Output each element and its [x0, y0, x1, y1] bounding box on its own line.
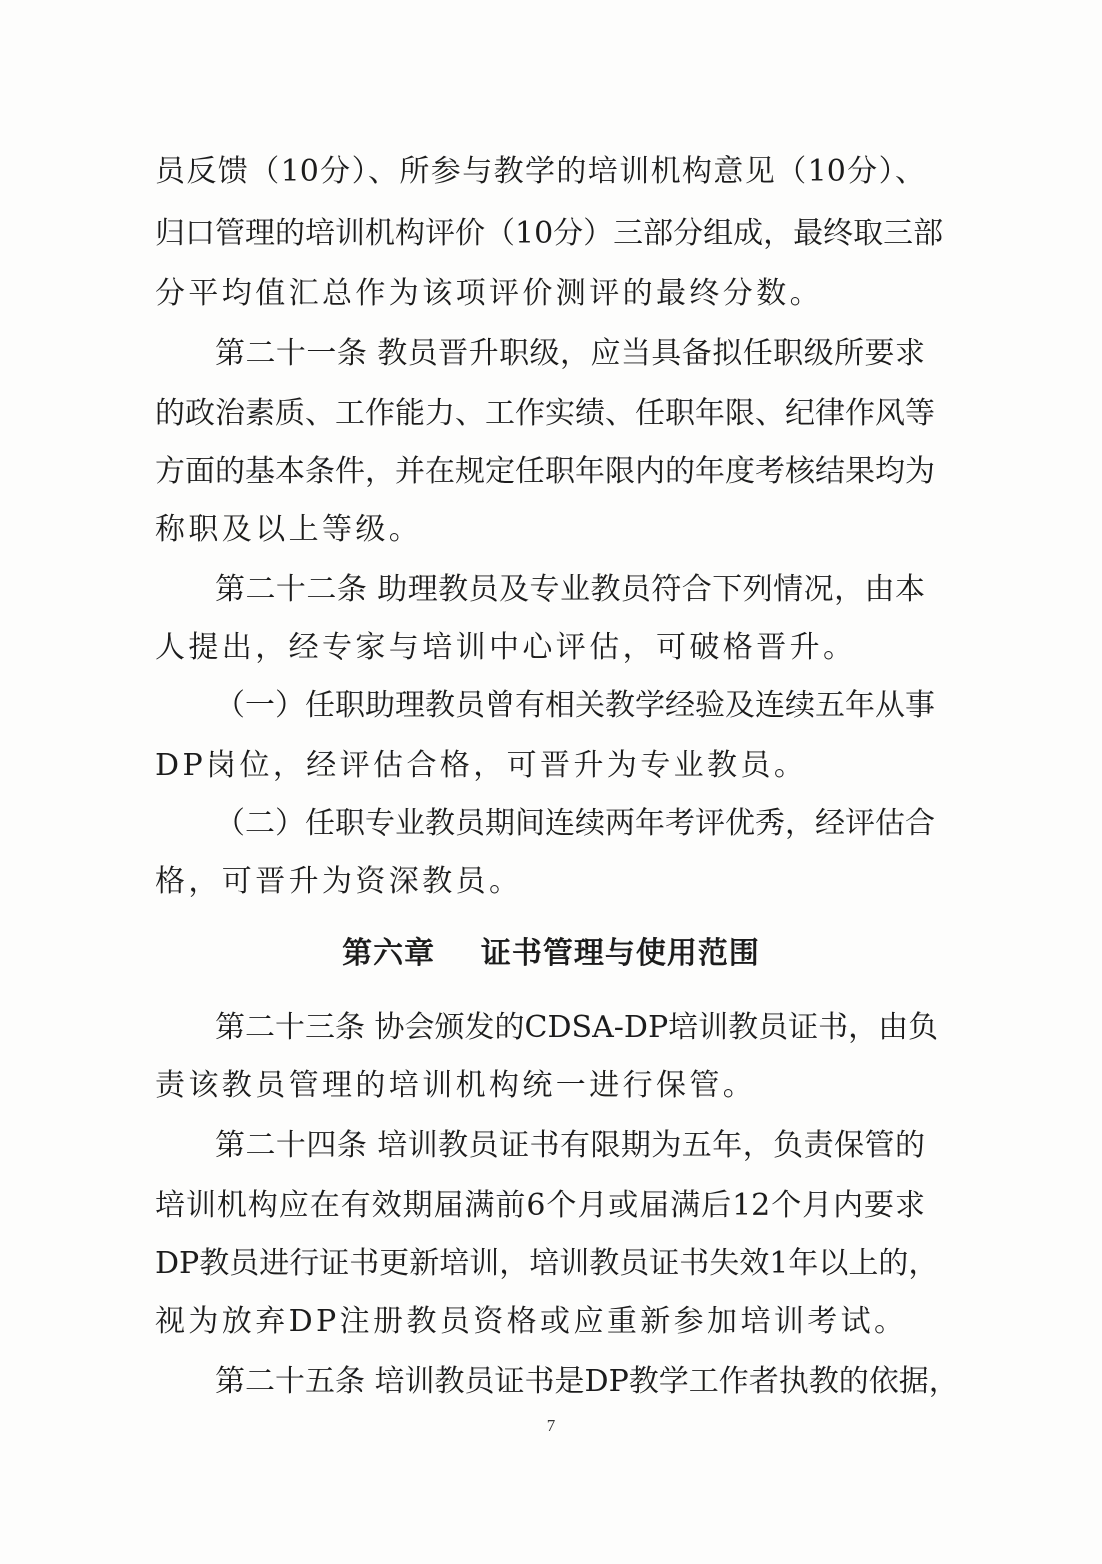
paragraph-line: 称职及以上等级。 [155, 512, 423, 547]
paragraph-line: 分平均值汇总作为该项评价测评的最终分数。 [155, 276, 823, 311]
paragraph-line: 员反馈（10分）、所参与教学的培训机构意见（10分）、 [155, 154, 925, 189]
article-22-line: 第二十二条 助理教员及专业教员符合下列情况，由本 [215, 572, 925, 607]
paragraph-line: 培训机构应在有效期届满前6个月或届满后12个月内要求 [155, 1188, 925, 1223]
paragraph-line: 方面的基本条件，并在规定任职年限内的年度考核结果均为 [155, 454, 935, 489]
article-21-line: 第二十一条 教员晋升职级，应当具备拟任职级所要求 [215, 336, 925, 371]
paragraph-line: 格，可晋升为资深教员。 [155, 864, 523, 899]
paragraph-line: DP岗位，经评估合格，可晋升为专业教员。 [155, 748, 808, 783]
paragraph-line: 责该教员管理的培训机构统一进行保管。 [155, 1068, 757, 1103]
paragraph-line: 归口管理的培训机构评价（10分）三部分组成，最终取三部 [155, 216, 944, 251]
page-number: 7 [546, 1416, 556, 1435]
article-25-line: 第二十五条 培训教员证书是DP教学工作者执教的依据， [215, 1364, 959, 1399]
item-1-line: （一）任职助理教员曾有相关教学经验及连续五年从事 [215, 688, 935, 723]
paragraph-line: 视为放弃DP注册教员资格或应重新参加培训考试。 [155, 1304, 908, 1339]
item-2-line: （二）任职专业教员期间连续两年考评优秀，经评估合 [215, 806, 935, 841]
paragraph-line: 的政治素质、工作能力、工作实绩、任职年限、纪律作风等 [155, 396, 935, 431]
article-24-line: 第二十四条 培训教员证书有限期为五年，负责保管的 [215, 1128, 925, 1163]
chapter-heading: 第六章 证书管理与使用范围 [342, 936, 760, 971]
article-23-line: 第二十三条 协会颁发的CDSA-DP培训教员证书，由负 [215, 1010, 939, 1045]
paragraph-line: 人提出，经专家与培训中心评估，可破格晋升。 [155, 630, 857, 665]
paragraph-line: DP教员进行证书更新培训，培训教员证书失效1年以上的， [155, 1246, 939, 1281]
